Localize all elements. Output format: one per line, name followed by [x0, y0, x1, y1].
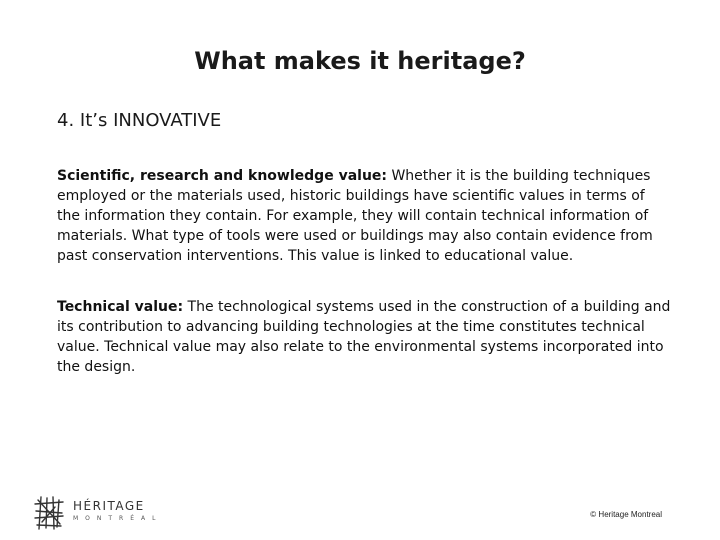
slide-subtitle: 4. It’s INNOVATIVE — [57, 110, 222, 131]
paragraph-lead: Technical value: — [57, 299, 184, 315]
heritage-montreal-logo — [33, 495, 173, 535]
paragraph-lead: Scientific, research and knowledge value: — [57, 168, 387, 184]
grid-sketch-logo-icon — [33, 495, 65, 531]
paragraph-text: Whether it is the building techniques employed or the materials used, historic buildings have scientific values in terms of the information they contain. For example, they will contain technical information of materials. What type of tools were used or buildings may also contain evidence from past conservation interventions. This value is linked to educational value. — [57, 168, 653, 264]
paragraph-technical-value — [57, 297, 672, 377]
paragraph-text: The technological systems used in the construction of a building and its contribution to advancing building technologies at the time constitutes technical value. Technical value may also relate to the environmental systems incorporated into the design. — [57, 299, 671, 375]
paragraph-scientific-value — [57, 166, 672, 266]
logo-subtitle: MONTRÉAL — [73, 515, 163, 522]
copyright-notice: © Heritage Montreal — [590, 510, 662, 519]
slide-title: What makes it heritage? — [194, 47, 526, 75]
logo-name: HÉRITAGE — [73, 499, 145, 513]
